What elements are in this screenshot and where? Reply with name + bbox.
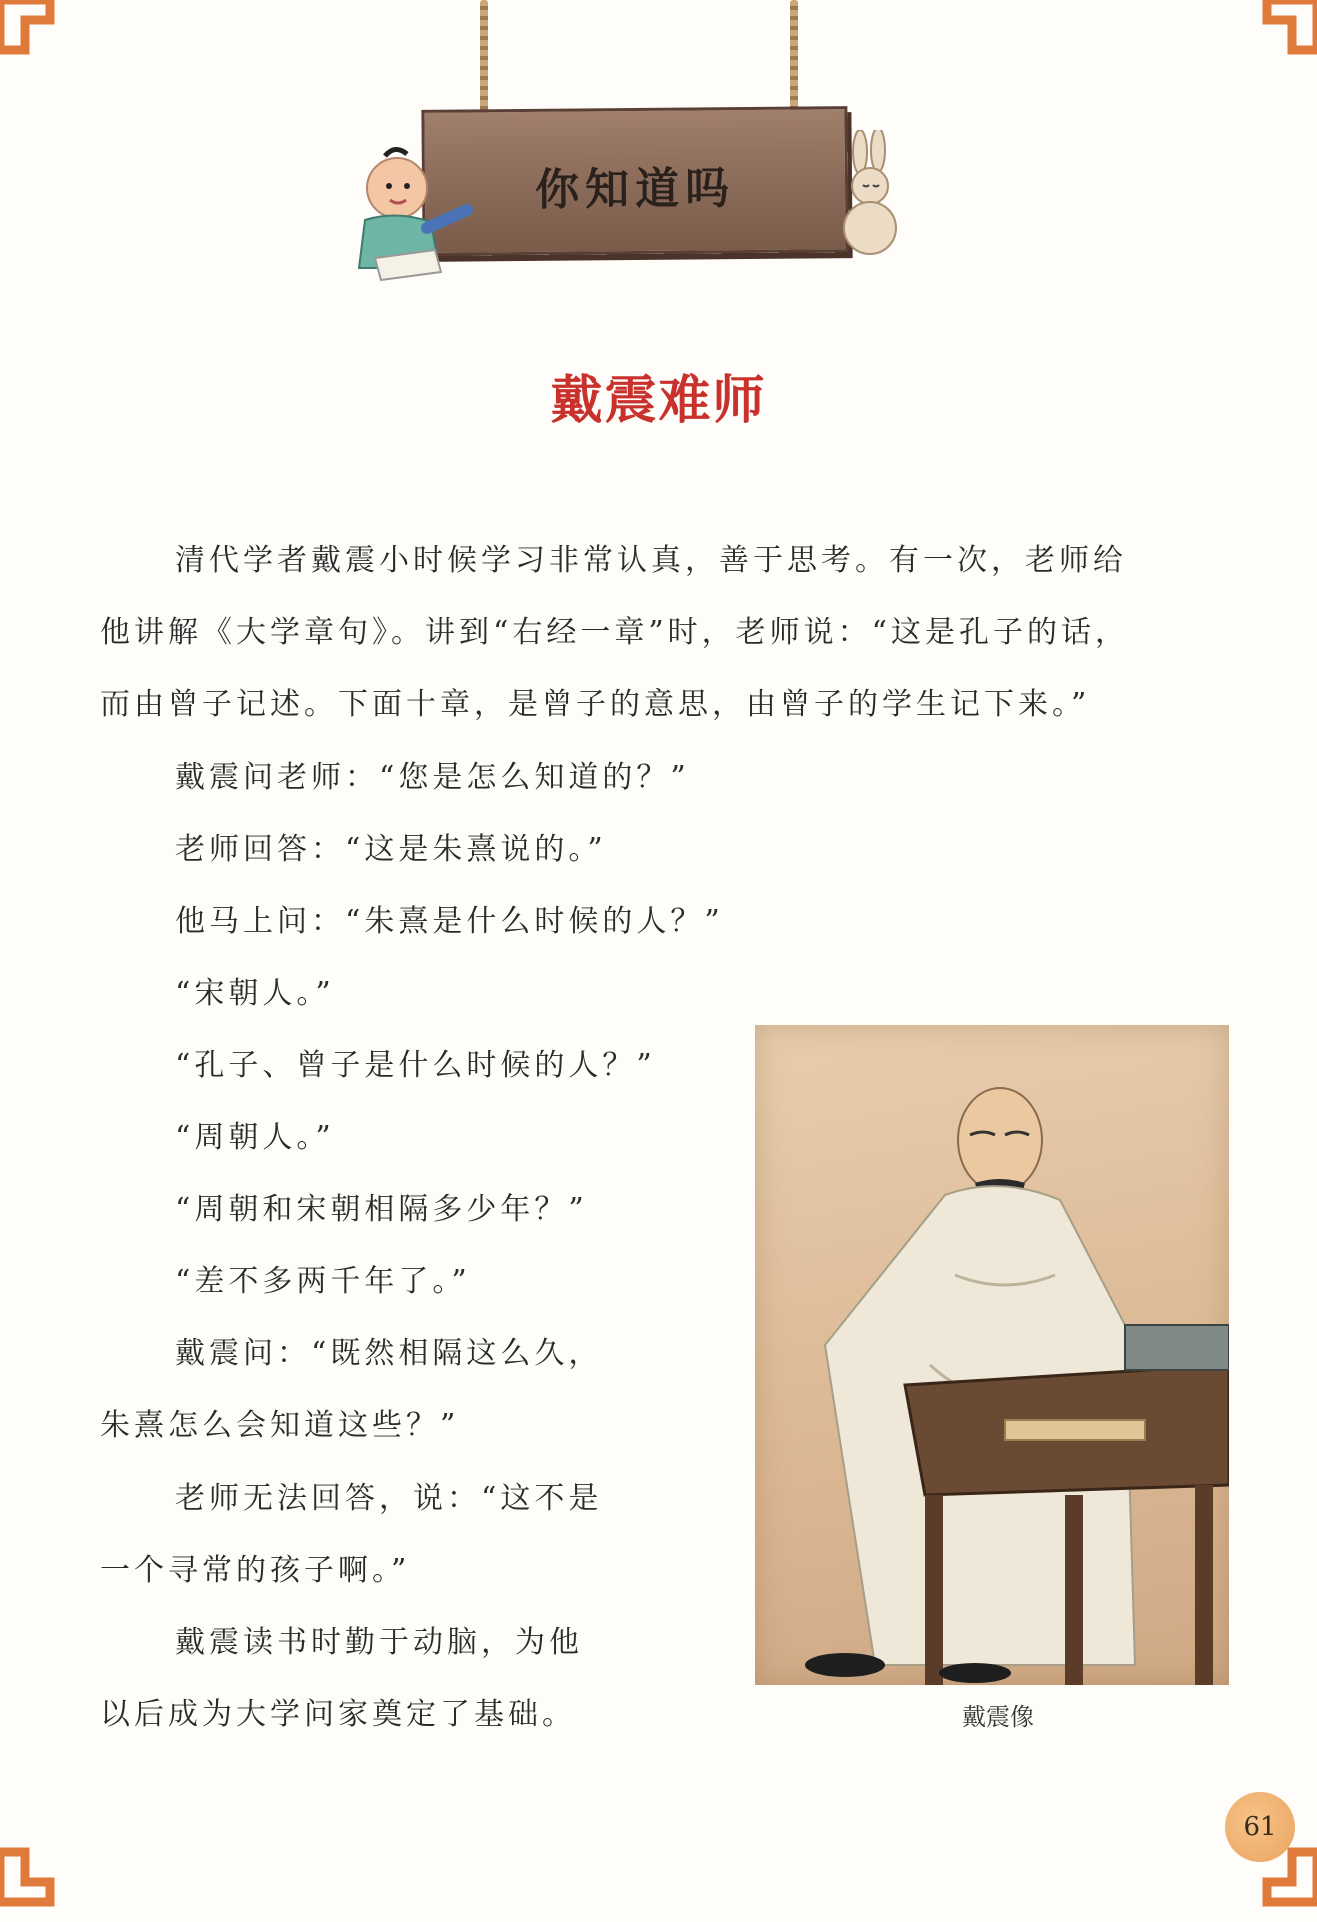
body-line: 以后成为大学问家奠定了基础。 (100, 1697, 576, 1732)
body-line: “周朝人。” (175, 1120, 335, 1155)
body-line: 戴震问老师：“您是怎么知道的？” (175, 760, 690, 795)
body-line: “差不多两千年了。” (175, 1264, 471, 1299)
portrait-image (755, 1025, 1229, 1685)
child-reading-illustration (335, 140, 485, 290)
body-line: “孔子、曾子是什么时候的人？” (175, 1048, 656, 1083)
rabbit-illustration (830, 130, 910, 260)
body-line: 戴震读书时勤于动脑，为他 (175, 1625, 583, 1660)
wooden-sign (421, 106, 848, 256)
article-title: 戴震难师 (550, 371, 767, 431)
body-line: 清代学者戴震小时候学习非常认真，善于思考。有一次，老师给 (175, 543, 1127, 578)
corner-ornament-top-right (1247, 0, 1317, 70)
body-line: “宋朝人。” (175, 976, 335, 1011)
page-number-badge: 61 (1225, 1792, 1295, 1862)
section-banner (330, 0, 910, 300)
figure-caption: 戴震像 (962, 1703, 1034, 1731)
body-line: 一个寻常的孩子啊。” (100, 1553, 411, 1588)
body-line: “周朝和宋朝相隔多少年？” (175, 1192, 588, 1227)
body-line: 戴震问：“既然相隔这么久， (175, 1336, 603, 1371)
corner-ornament-top-left (0, 0, 70, 70)
body-line: 他马上问：“朱熹是什么时候的人？” (175, 904, 724, 939)
body-line: 朱熹怎么会知道这些？” (100, 1408, 460, 1443)
body-line: 他讲解《大学章句》。讲到“右经一章”时，老师说：“这是孔子的话， (100, 615, 1130, 650)
body-line: 老师回答：“这是朱熹说的。” (175, 832, 607, 867)
corner-ornament-bottom-left (0, 1832, 70, 1922)
body-line: 而由曾子记述。下面十章，是曾子的意思，由曾子的学生记下来。” (100, 687, 1091, 722)
body-line: 老师无法回答，说：“这不是 (175, 1481, 603, 1516)
sign-text: 你知道吗 (534, 163, 736, 216)
